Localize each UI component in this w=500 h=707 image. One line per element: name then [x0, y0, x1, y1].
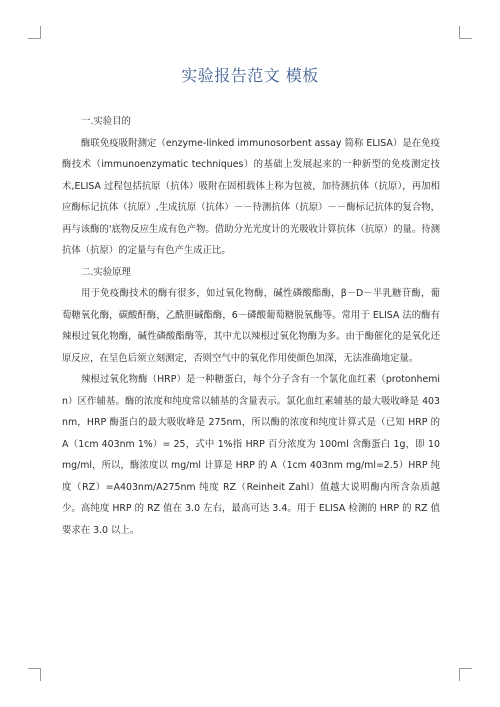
crop-mark-top-right [459, 26, 472, 39]
section-heading-principle: 二.实验原理 [81, 266, 131, 278]
paragraph-elisa-intro: 酶联免疫吸附测定（enzyme-linked immunosorbent assay 简称 ELISA）是在免疫酶技术（immunoenzymatic techniques）的基础上发展起来的一种新型的免疫测定技术,ELISA 过程包括抗原（抗体）吸附在固相载体上称为包被，加待测抗体（抗原），再加相应酶标记抗体（抗原）,生成抗原（抗体）－－待测抗体（抗原）－－酶标记抗体的复合物，再与该酶的'底物反应生成有色产物。借助分光光度计的光吸收计算抗体（抗原）的量。待测抗体（抗原）的定量与有色产生成正比。 [62, 137, 440, 256]
document-body [62, 111, 440, 541]
crop-mark-bottom-left [28, 668, 41, 681]
crop-mark-bottom-right [459, 668, 472, 681]
page-title: 实验报告范文 模板 [181, 66, 319, 85]
crop-mark-top-left [28, 26, 41, 39]
section-heading-purpose: 一.实验目的 [81, 116, 131, 127]
paragraph-enzymes: 用于免疫酶技术的酶有很多，如过氧化物酶，碱性磷酸酯酶，β－D－半乳糖苷酶，葡萄糖氧化酶，碳酸酐酶，乙酰胆碱酯酶，6－磷酸葡萄糖脱氧酶等。常用于 ELISA 法的酶有辣根过氧化物酶，碱性磷酸酯酶等，其中尤以辣根过氧化物酶为多。由于酶催化的是氧化还原反应，在呈色后须立刻测定，否则空气中的氧化作用使颜色加深，无法准确地定量。 [62, 288, 440, 364]
paragraph-hrp: 辣根过氧化物酶（HRP）是一种糖蛋白，每个分子含有一个氯化血红素（protonhemin）区作辅基。酶的浓度和纯度常以辅基的含量表示。氯化血红素辅基的最大吸收峰是 403nm，HRP 酶蛋白的最大吸收峰是 275nm，所以酶的浓度和纯度计算式是（已知 HRP 的 A（1cm 403nm 1%）= 25，式中 1%指 HRP 百分浓度为 100ml 含酶蛋白 1g，即 10mg/ml，所以，酶浓度以 mg/ml 计算是 HRP 的 A（1cm 403nm mg/ml=2.5）HRP 纯度（RZ）=A403nm/A275nm 纯度 RZ（Reinheit Zahl）值越大说明酶内所含杂质越少。高纯度 HRP 的 RZ 值在 3.0 左右，最高可达 3.4。用于 ELISA 检测的 HRP 的 RZ 值要求在 3.0 以上。 [62, 374, 440, 536]
